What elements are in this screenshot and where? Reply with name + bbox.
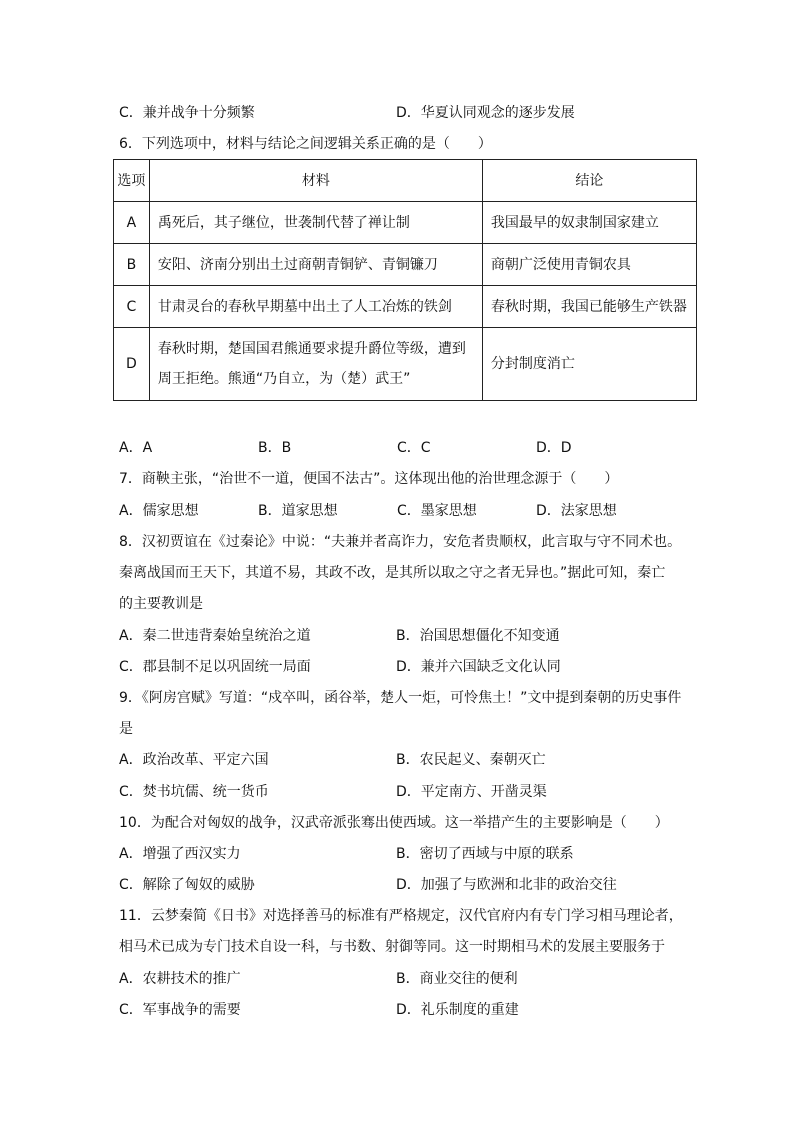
row-conclusion: 春秋时期，我国已能够生产铁器	[482, 286, 696, 328]
q8-stem-line: 秦离战国而王天下，其道不易，其政不改，是其所以取之守之者无异也。”据此可知，秦亡	[119, 565, 666, 581]
q11-option-d: D．礼乐制度的重建	[396, 1002, 519, 1018]
q9-stem-line: 是	[119, 721, 133, 737]
q7-stem: 7．商鞅主张，“治世不一道，便国不法古”。这体现出他的治世理念源于（ ）	[119, 471, 619, 487]
q8-option-b: B．治国思想僵化不知变通	[396, 628, 560, 644]
row-option: C	[114, 286, 150, 328]
q7-option-d: D．法家思想	[536, 503, 617, 519]
q8-stem-line: 8．汉初贾谊在《过秦论》中说：“夫兼并者高诈力，安危者贵顺权，此言取与守不同术也。	[119, 534, 682, 550]
q10-stem: 10．为配合对匈奴的战争，汉武帝派张骞出使西域。这一举措产生的主要影响是（ ）	[119, 815, 669, 831]
q9-option-a: A．政治改革、平定六国	[119, 752, 269, 768]
row-conclusion: 商朝广泛使用青铜农具	[482, 244, 696, 286]
row-material: 甘肃灵台的春秋早期墓中出土了人工冶炼的铁剑	[149, 286, 482, 328]
q11-option-a: A．农耕技术的推广	[119, 971, 241, 987]
row-option: D	[114, 328, 150, 401]
row-conclusion: 分封制度消亡	[482, 328, 696, 401]
header-material: 材料	[149, 160, 482, 202]
q8-option-c: C．郡县制不足以巩固统一局面	[119, 659, 311, 675]
q5-option-d: D．华夏认同观念的逐步发展	[396, 105, 575, 121]
row-material: 禹死后，其子继位，世袭制代替了禅让制	[149, 202, 482, 244]
q9-option-c: C．焚书坑儒、统一货币	[119, 784, 269, 800]
row-conclusion: 我国最早的奴隶制国家建立	[482, 202, 696, 244]
row-material: 安阳、济南分别出土过商朝青铜铲、青铜镰刀	[149, 244, 482, 286]
q9-stem-line: 9．《阿房宫赋》写道：“戍卒叫，函谷举，楚人一炬，可怜焦土！”文中提到秦朝的历史事件	[119, 690, 682, 706]
table-row	[114, 328, 697, 401]
q6-table	[113, 159, 697, 401]
q11-stem-line: 相马术已成为专门技术自设一科，与书数、射御等同。这一时期相马术的发展主要服务于	[119, 939, 665, 955]
q6-option-b: B．B	[258, 440, 292, 456]
q6-option-a: A．A	[119, 440, 153, 456]
q9-option-b: B．农民起义、秦朝灭亡	[396, 752, 546, 768]
q11-option-c: C．军事战争的需要	[119, 1002, 241, 1018]
table-row	[114, 202, 697, 244]
table-row	[114, 286, 697, 328]
q7-option-b: B．道家思想	[258, 503, 338, 519]
q11-option-b: B．商业交往的便利	[396, 971, 518, 987]
row-material	[149, 328, 482, 401]
q6-stem: 6．下列选项中，材料与结论之间逻辑关系正确的是（ ）	[119, 136, 492, 152]
q8-option-a: A．秦二世违背秦始皇统治之道	[119, 628, 311, 644]
row-material-line: 春秋时期，楚国国君熊通要求提升爵位等级，遭到	[157, 341, 466, 357]
q10-option-b: B．密切了西域与中原的联系	[396, 846, 574, 862]
header-conclusion: 结论	[482, 160, 696, 202]
row-option: B	[114, 244, 150, 286]
q6-option-c: C．C	[397, 440, 431, 456]
q10-option-d: D．加强了与欧洲和北非的政治交往	[396, 877, 617, 893]
q11-stem-line: 11．云梦秦简《日书》对选择善马的标准有严格规定，汉代官府内有专门学习相马理论者，	[119, 908, 683, 924]
table-header-row	[114, 160, 697, 202]
q8-stem-line: 的主要教训是	[119, 596, 203, 612]
header-option: 选项	[114, 160, 150, 202]
q5-option-c: C．兼并战争十分频繁	[119, 105, 255, 121]
q10-option-c: C．解除了匈奴的威胁	[119, 877, 255, 893]
q6-option-d: D．D	[536, 440, 572, 456]
q10-option-a: A．增强了西汉实力	[119, 846, 241, 862]
q7-option-a: A．儒家思想	[119, 503, 199, 519]
q8-option-d: D．兼并六国缺乏文化认同	[396, 659, 561, 675]
table-row	[114, 244, 697, 286]
q9-option-d: D．平定南方、开凿灵渠	[396, 784, 547, 800]
row-material-line: 周王拒绝。熊通“乃自立，为（楚）武王”	[157, 371, 411, 387]
q7-option-c: C．墨家思想	[397, 503, 477, 519]
row-option: A	[114, 202, 150, 244]
